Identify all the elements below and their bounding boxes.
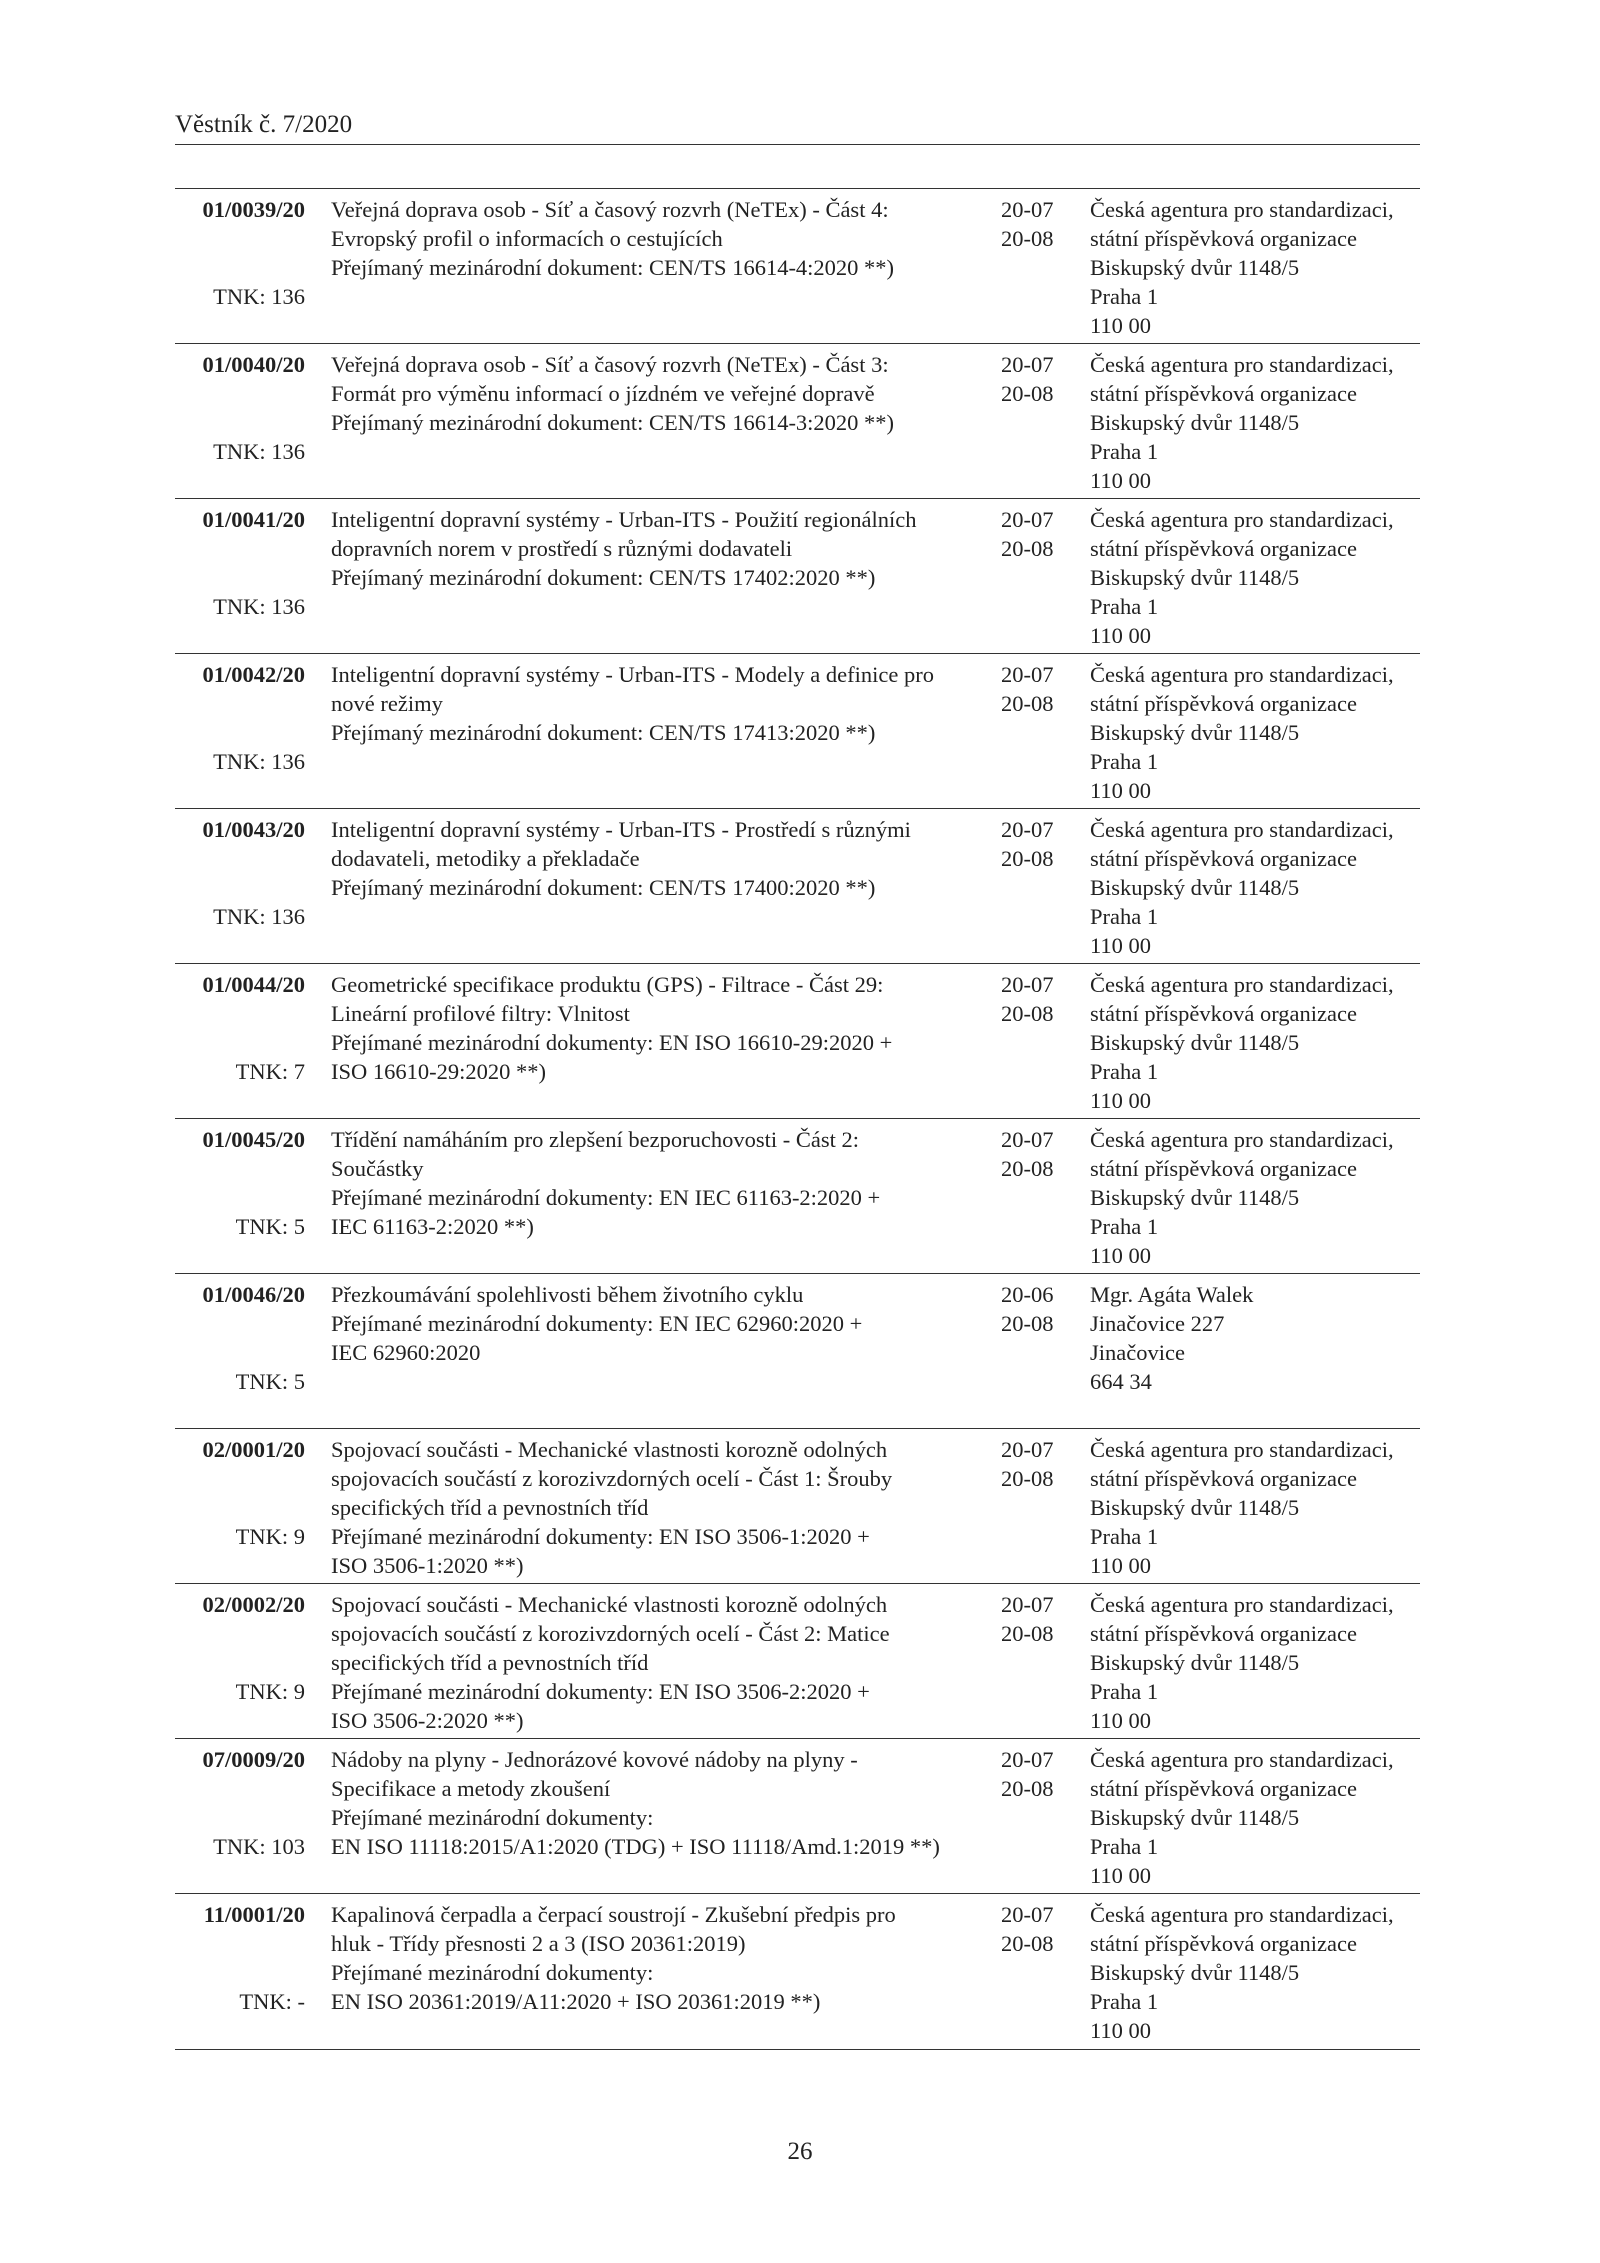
organization-line: státní příspěvková organizace: [1090, 226, 1357, 251]
date-value: 20-08: [1001, 1621, 1054, 1646]
tnk-label: TNK: 5: [235, 1214, 305, 1239]
organization-line: Česká agentura pro standardizaci,: [1090, 817, 1394, 842]
organization-line: Biskupský dvůr 1148/5: [1090, 1185, 1300, 1210]
organization-line: Česká agentura pro standardizaci,: [1090, 1592, 1394, 1617]
record-number: 02/0001/20: [202, 1437, 305, 1462]
dates-cell: [1001, 1435, 1071, 1493]
organization-line: 664 34: [1090, 1369, 1152, 1394]
organization-cell: [1090, 1590, 1430, 1735]
date-value: 20-08: [1001, 1931, 1054, 1956]
page-header: [175, 110, 1420, 145]
organization-line: 110 00: [1090, 623, 1152, 648]
organization-line: Česká agentura pro standardizaci,: [1090, 1902, 1394, 1927]
tnk-label: TNK: 103: [213, 1834, 305, 1859]
description-line: Přejímané mezinárodní dokumenty: EN ISO 3506-2:2020 +: [331, 1679, 870, 1704]
organization-line: 110 00: [1090, 778, 1152, 803]
organization-line: státní příspěvková organizace: [1090, 1776, 1357, 1801]
description-line: Přejímaný mezinárodní dokument: CEN/TS 17402:2020 **): [331, 565, 876, 590]
organization-line: Mgr. Agáta Walek: [1090, 1282, 1254, 1307]
organization-line: Biskupský dvůr 1148/5: [1090, 1805, 1300, 1830]
record-number: 02/0002/20: [202, 1592, 305, 1617]
dates-cell: [1001, 505, 1071, 563]
table-row: [175, 189, 1420, 344]
description-line: ISO 3506-2:2020 **): [331, 1708, 524, 1733]
organization-line: Praha 1: [1090, 1059, 1159, 1084]
organization-line: státní příspěvková organizace: [1090, 691, 1357, 716]
record-id-cell: [175, 195, 305, 309]
organization-line: Praha 1: [1090, 904, 1159, 929]
organization-line: Biskupský dvůr 1148/5: [1090, 1650, 1300, 1675]
table-row: [175, 1584, 1420, 1739]
description-line: Přejímaný mezinárodní dokument: CEN/TS 17413:2020 **): [331, 720, 876, 745]
organization-line: Česká agentura pro standardizaci,: [1090, 507, 1394, 532]
organization-line: státní příspěvková organizace: [1090, 1931, 1357, 1956]
description-cell: [331, 350, 1031, 437]
description-line: hluk - Třídy přesnosti 2 a 3 (ISO 20361:2019): [331, 1931, 746, 1956]
description-line: Přejímaný mezinárodní dokument: CEN/TS 16614-4:2020 **): [331, 255, 895, 280]
date-value: 20-07: [1001, 352, 1054, 377]
description-line: ISO 16610-29:2020 **): [331, 1059, 546, 1084]
table-row: [175, 654, 1420, 809]
description-line: Součástky: [331, 1156, 424, 1181]
organization-line: Praha 1: [1090, 594, 1159, 619]
organization-line: státní příspěvková organizace: [1090, 1156, 1357, 1181]
standards-table: [175, 188, 1420, 2050]
organization-line: Biskupský dvůr 1148/5: [1090, 1495, 1300, 1520]
dates-cell: [1001, 815, 1071, 873]
dates-cell: [1001, 970, 1071, 1028]
description-line: Inteligentní dopravní systémy - Urban-ITS - Prostředí s různými: [331, 817, 911, 842]
tnk-label: TNK: 5: [235, 1369, 305, 1394]
page-number: 26: [787, 2138, 813, 2165]
organization-line: Biskupský dvůr 1148/5: [1090, 1030, 1300, 1055]
bulletin-title: Věstník č. 7/2020: [175, 111, 353, 138]
description-line: Lineární profilové filtry: Vlnitost: [331, 1001, 630, 1026]
tnk-label: TNK: 136: [213, 284, 305, 309]
description-line: Přejímané mezinárodní dokumenty:: [331, 1960, 654, 1985]
organization-cell: [1090, 1125, 1430, 1270]
description-line: IEC 62960:2020: [331, 1340, 481, 1365]
date-value: 20-07: [1001, 1592, 1054, 1617]
description-line: Veřejná doprava osob - Síť a časový rozvrh (NeTEx) - Část 4:: [331, 197, 889, 222]
organization-line: 110 00: [1090, 313, 1152, 338]
organization-line: státní příspěvková organizace: [1090, 1621, 1357, 1646]
dates-cell: [1001, 195, 1071, 253]
organization-line: Biskupský dvůr 1148/5: [1090, 720, 1300, 745]
description-line: spojovacích součástí z korozivzdorných ocelí - Část 2: Matice: [331, 1621, 890, 1646]
organization-line: Jinačovice: [1090, 1340, 1185, 1365]
date-value: 20-07: [1001, 662, 1054, 687]
organization-line: 110 00: [1090, 468, 1152, 493]
record-id-cell: [175, 1590, 305, 1704]
record-id-cell: [175, 1280, 305, 1394]
organization-cell: [1090, 1280, 1430, 1396]
description-cell: [331, 970, 1031, 1086]
dates-cell: [1001, 660, 1071, 718]
date-value: 20-08: [1001, 1776, 1054, 1801]
description-line: specifických tříd a pevnostních tříd: [331, 1650, 649, 1675]
tnk-label: TNK: 9: [235, 1679, 305, 1704]
organization-line: Praha 1: [1090, 284, 1159, 309]
description-line: Inteligentní dopravní systémy - Urban-ITS - Použití regionálních: [331, 507, 917, 532]
description-cell: [331, 1745, 1031, 1861]
table-row: [175, 1274, 1420, 1429]
organization-cell: [1090, 660, 1430, 805]
tnk-label: TNK: 136: [213, 749, 305, 774]
record-number: 01/0041/20: [202, 507, 305, 532]
dates-cell: [1001, 1745, 1071, 1803]
organization-line: státní příspěvková organizace: [1090, 536, 1357, 561]
record-id-cell: [175, 1125, 305, 1239]
description-line: Geometrické specifikace produktu (GPS) - Filtrace - Část 29:: [331, 972, 884, 997]
organization-line: Jinačovice 227: [1090, 1311, 1225, 1336]
organization-cell: [1090, 1745, 1430, 1890]
record-number: 01/0045/20: [202, 1127, 305, 1152]
tnk-label: TNK: 136: [213, 594, 305, 619]
description-line: EN ISO 20361:2019/A11:2020 + ISO 20361:2019 **): [331, 1989, 821, 2014]
organization-cell: [1090, 350, 1430, 495]
dates-cell: [1001, 350, 1071, 408]
organization-line: Česká agentura pro standardizaci,: [1090, 197, 1394, 222]
organization-line: Praha 1: [1090, 1214, 1159, 1239]
description-line: Přejímaný mezinárodní dokument: CEN/TS 16614-3:2020 **): [331, 410, 895, 435]
tnk-label: TNK: 136: [213, 904, 305, 929]
date-value: 20-08: [1001, 1001, 1054, 1026]
description-cell: [331, 1900, 1031, 2016]
date-value: 20-07: [1001, 1747, 1054, 1772]
description-line: IEC 61163-2:2020 **): [331, 1214, 534, 1239]
description-cell: [331, 195, 1031, 282]
record-number: 07/0009/20: [202, 1747, 305, 1772]
date-value: 20-07: [1001, 1437, 1054, 1462]
organization-line: Biskupský dvůr 1148/5: [1090, 255, 1300, 280]
description-cell: [331, 1125, 1031, 1241]
table-row: [175, 1119, 1420, 1274]
organization-cell: [1090, 505, 1430, 650]
description-cell: [331, 1280, 1031, 1367]
description-line: Kapalinová čerpadla a čerpací soustrojí - Zkušební předpis pro: [331, 1902, 896, 1927]
date-value: 20-08: [1001, 846, 1054, 871]
organization-cell: [1090, 815, 1430, 960]
record-id-cell: [175, 970, 305, 1084]
table-row: [175, 1894, 1420, 2049]
organization-line: 110 00: [1090, 1863, 1152, 1888]
organization-line: Praha 1: [1090, 1524, 1159, 1549]
organization-line: 110 00: [1090, 2018, 1152, 2043]
organization-cell: [1090, 970, 1430, 1115]
description-line: Přejímané mezinárodní dokumenty:: [331, 1805, 654, 1830]
date-value: 20-07: [1001, 972, 1054, 997]
date-value: 20-08: [1001, 381, 1054, 406]
organization-line: Česká agentura pro standardizaci,: [1090, 1437, 1394, 1462]
date-value: 20-08: [1001, 691, 1054, 716]
organization-line: 110 00: [1090, 1553, 1152, 1578]
description-cell: [331, 660, 1031, 747]
record-id-cell: [175, 660, 305, 774]
record-number: 01/0040/20: [202, 352, 305, 377]
date-value: 20-07: [1001, 817, 1054, 842]
description-line: Třídění namáháním pro zlepšení bezporuchovosti - Část 2:: [331, 1127, 859, 1152]
dates-cell: [1001, 1900, 1071, 1958]
tnk-label: TNK: 9: [235, 1524, 305, 1549]
organization-line: státní příspěvková organizace: [1090, 1466, 1357, 1491]
organization-line: Biskupský dvůr 1148/5: [1090, 565, 1300, 590]
organization-line: 110 00: [1090, 1088, 1152, 1113]
description-line: Přejímané mezinárodní dokumenty: EN IEC 61163-2:2020 +: [331, 1185, 881, 1210]
description-line: Přejímané mezinárodní dokumenty: EN ISO 16610-29:2020 +: [331, 1030, 893, 1055]
description-line: nové režimy: [331, 691, 443, 716]
description-line: Spojovací součásti - Mechanické vlastnosti korozně odolných: [331, 1437, 888, 1462]
record-id-cell: [175, 1745, 305, 1859]
organization-line: 110 00: [1090, 1243, 1152, 1268]
organization-line: státní příspěvková organizace: [1090, 1001, 1357, 1026]
table-row: [175, 964, 1420, 1119]
record-number: 11/0001/20: [203, 1902, 305, 1927]
organization-cell: [1090, 1435, 1430, 1580]
date-value: 20-08: [1001, 1311, 1054, 1336]
description-line: specifických tříd a pevnostních tříd: [331, 1495, 649, 1520]
organization-cell: [1090, 195, 1430, 340]
organization-line: 110 00: [1090, 933, 1152, 958]
record-number: 01/0043/20: [202, 817, 305, 842]
record-number: 01/0042/20: [202, 662, 305, 687]
description-line: Veřejná doprava osob - Síť a časový rozvrh (NeTEx) - Část 3:: [331, 352, 889, 377]
organization-line: Praha 1: [1090, 439, 1159, 464]
date-value: 20-08: [1001, 226, 1054, 251]
organization-line: Biskupský dvůr 1148/5: [1090, 875, 1300, 900]
organization-line: státní příspěvková organizace: [1090, 381, 1357, 406]
organization-line: Česká agentura pro standardizaci,: [1090, 1747, 1394, 1772]
description-line: Přejímané mezinárodní dokumenty: EN ISO 3506-1:2020 +: [331, 1524, 870, 1549]
description-cell: [331, 1435, 1031, 1580]
record-id-cell: [175, 1435, 305, 1549]
record-id-cell: [175, 350, 305, 464]
tnk-label: TNK: -: [239, 1989, 305, 2014]
record-id-cell: [175, 815, 305, 929]
organization-line: Česká agentura pro standardizaci,: [1090, 1127, 1394, 1152]
dates-cell: [1001, 1280, 1071, 1338]
date-value: 20-07: [1001, 507, 1054, 532]
tnk-label: TNK: 136: [213, 439, 305, 464]
date-value: 20-08: [1001, 1466, 1054, 1491]
table-row: [175, 809, 1420, 964]
record-id-cell: [175, 1900, 305, 2014]
description-line: Specifikace a metody zkoušení: [331, 1776, 611, 1801]
dates-cell: [1001, 1125, 1071, 1183]
organization-line: Praha 1: [1090, 1989, 1159, 2014]
organization-line: státní příspěvková organizace: [1090, 846, 1357, 871]
date-value: 20-08: [1001, 536, 1054, 561]
description-line: EN ISO 11118:2015/A1:2020 (TDG) + ISO 11118/Amd.1:2019 **): [331, 1834, 940, 1859]
date-value: 20-06: [1001, 1282, 1054, 1307]
tnk-label: TNK: 7: [235, 1059, 305, 1084]
description-cell: [331, 505, 1031, 592]
description-line: ISO 3506-1:2020 **): [331, 1553, 524, 1578]
description-line: Spojovací součásti - Mechanické vlastnosti korozně odolných: [331, 1592, 888, 1617]
organization-line: Biskupský dvůr 1148/5: [1090, 410, 1300, 435]
organization-line: Praha 1: [1090, 749, 1159, 774]
record-number: 01/0046/20: [202, 1282, 305, 1307]
date-value: 20-07: [1001, 1127, 1054, 1152]
table-row: [175, 1739, 1420, 1894]
organization-line: Biskupský dvůr 1148/5: [1090, 1960, 1300, 1985]
organization-line: 110 00: [1090, 1708, 1152, 1733]
organization-cell: [1090, 1900, 1430, 2045]
organization-line: Česká agentura pro standardizaci,: [1090, 662, 1394, 687]
record-id-cell: [175, 505, 305, 619]
description-line: Inteligentní dopravní systémy - Urban-ITS - Modely a definice pro: [331, 662, 934, 687]
table-row: [175, 499, 1420, 654]
description-line: dodavateli, metodiky a překladače: [331, 846, 640, 871]
record-number: 01/0044/20: [202, 972, 305, 997]
description-line: Formát pro výměnu informací o jízdném ve veřejné dopravě: [331, 381, 875, 406]
description-line: Přezkoumávání spolehlivosti během životního cyklu: [331, 1282, 804, 1307]
description-line: dopravních norem v prostředí s různými dodavateli: [331, 536, 793, 561]
date-value: 20-07: [1001, 1902, 1054, 1927]
description-cell: [331, 815, 1031, 902]
description-line: Nádoby na plyny - Jednorázové kovové nádoby na plyny -: [331, 1747, 858, 1772]
description-line: spojovacích součástí z korozivzdorných ocelí - Část 1: Šrouby: [331, 1466, 893, 1491]
description-line: Přejímané mezinárodní dokumenty: EN IEC 62960:2020 +: [331, 1311, 863, 1336]
description-line: Evropský profil o informacích o cestujících: [331, 226, 723, 251]
organization-line: Česká agentura pro standardizaci,: [1090, 972, 1394, 997]
description-line: Přejímaný mezinárodní dokument: CEN/TS 17400:2020 **): [331, 875, 876, 900]
organization-line: Česká agentura pro standardizaci,: [1090, 352, 1394, 377]
description-cell: [331, 1590, 1031, 1735]
table-row: [175, 344, 1420, 499]
dates-cell: [1001, 1590, 1071, 1648]
organization-line: Praha 1: [1090, 1679, 1159, 1704]
date-value: 20-07: [1001, 197, 1054, 222]
table-row: [175, 1429, 1420, 1584]
date-value: 20-08: [1001, 1156, 1054, 1181]
organization-line: Praha 1: [1090, 1834, 1159, 1859]
record-number: 01/0039/20: [202, 197, 305, 222]
